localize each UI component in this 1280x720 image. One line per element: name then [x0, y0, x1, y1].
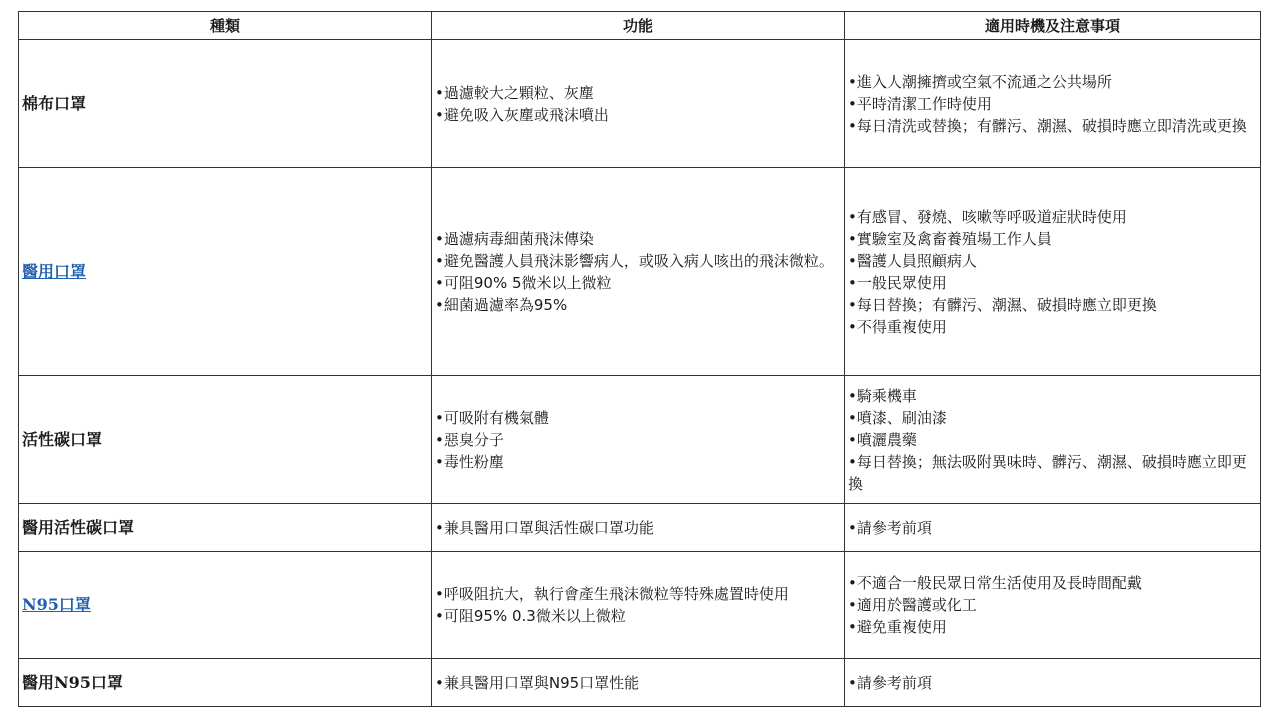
function-item: • 惡臭分子: [435, 429, 841, 451]
usage-notes-list: [848, 71, 1257, 137]
function-list: [435, 583, 841, 627]
function-item: • 兼具醫用口罩與活性碳口罩功能: [435, 517, 841, 539]
usage-notes-cell: [845, 552, 1261, 659]
mask-kind-label: 醫用活性碳口罩: [22, 517, 135, 537]
mask-kind-cell: [19, 376, 432, 504]
usage-notes-cell: [845, 659, 1261, 707]
function-list: [435, 407, 841, 473]
usage-note-item: • 騎乘機車: [848, 385, 1257, 407]
table-row: [19, 168, 1261, 376]
header-function: 功能: [432, 12, 845, 40]
table-header-row: [19, 12, 1261, 40]
usage-note-item: • 每日清洗或替換；有髒污、潮濕、破損時應立即清洗或更換: [848, 115, 1257, 137]
function-item: • 可阻95% 0.3微米以上微粒: [435, 605, 841, 627]
function-item: • 毒性粉塵: [435, 451, 841, 473]
usage-note-item: • 請參考前項: [848, 517, 1257, 539]
function-cell: [432, 168, 845, 376]
function-cell: [432, 659, 845, 707]
function-item: • 兼具醫用口罩與N95口罩性能: [435, 672, 841, 694]
usage-note-item: • 每日替換；有髒污、潮濕、破損時應立即更換: [848, 294, 1257, 316]
usage-notes-cell: [845, 504, 1261, 552]
mask-kind-label: 活性碳口罩: [22, 429, 103, 449]
mask-kind-cell: [19, 40, 432, 168]
usage-note-item: • 噴漆、刷油漆: [848, 407, 1257, 429]
usage-notes-list: [848, 572, 1257, 638]
function-cell: [432, 376, 845, 504]
mask-kind-link[interactable]: N95口罩: [22, 595, 91, 614]
function-item: • 可吸附有機氣體: [435, 407, 841, 429]
function-cell: [432, 504, 845, 552]
usage-notes-list: [848, 206, 1257, 338]
mask-kind-label: 醫用N95口罩: [22, 672, 123, 692]
usage-note-item: • 一般民眾使用: [848, 272, 1257, 294]
usage-notes-list: [848, 672, 1257, 694]
usage-note-item: • 實驗室及禽畜養殖場工作人員: [848, 228, 1257, 250]
usage-note-item: • 平時清潔工作時使用: [848, 93, 1257, 115]
function-list: [435, 228, 841, 316]
table-row: [19, 552, 1261, 659]
usage-notes-cell: [845, 40, 1261, 168]
usage-notes-cell: [845, 168, 1261, 376]
usage-note-item: • 避免重複使用: [848, 616, 1257, 638]
function-list: [435, 82, 841, 126]
usage-note-item: • 噴灑農藥: [848, 429, 1257, 451]
usage-note-item: • 適用於醫護或化工: [848, 594, 1257, 616]
table-row: [19, 659, 1261, 707]
function-item: • 過濾較大之顆粒、灰塵: [435, 82, 841, 104]
function-cell: [432, 40, 845, 168]
table-row: [19, 376, 1261, 504]
mask-kind-link[interactable]: 醫用口罩: [22, 261, 87, 281]
usage-note-item: • 有感冒、發燒、咳嗽等呼吸道症狀時使用: [848, 206, 1257, 228]
mask-comparison-table: [18, 11, 1261, 707]
function-item: • 可阻90% 5微米以上微粒: [435, 272, 841, 294]
usage-note-item: • 醫護人員照顧病人: [848, 250, 1257, 272]
function-item: • 避免醫護人員飛沫影響病人，或吸入病人咳出的飛沫微粒。: [435, 250, 841, 272]
header-usage-notes: 適用時機及注意事項: [845, 12, 1261, 40]
mask-kind-label: 棉布口罩: [22, 93, 87, 113]
usage-notes-list: [848, 517, 1257, 539]
mask-kind-cell[interactable]: [19, 552, 432, 659]
usage-notes-cell: [845, 376, 1261, 504]
table-row: [19, 504, 1261, 552]
usage-note-item: • 進入人潮擁擠或空氣不流通之公共場所: [848, 71, 1257, 93]
function-item: • 呼吸阻抗大，執行會產生飛沫微粒等特殊處置時使用: [435, 583, 841, 605]
function-list: [435, 517, 841, 539]
function-item: • 過濾病毒細菌飛沫傳染: [435, 228, 841, 250]
function-cell: [432, 552, 845, 659]
function-item: • 細菌過濾率為95%: [435, 294, 841, 316]
function-list: [435, 672, 841, 694]
mask-kind-cell: [19, 504, 432, 552]
mask-comparison-table-wrapper: [18, 11, 1260, 707]
usage-note-item: • 不得重複使用: [848, 316, 1257, 338]
table-row: [19, 40, 1261, 168]
mask-kind-cell: [19, 659, 432, 707]
function-item: • 避免吸入灰塵或飛沫噴出: [435, 104, 841, 126]
usage-note-item: • 每日替換；無法吸附異味時、髒污、潮濕、破損時應立即更換: [848, 451, 1257, 495]
mask-kind-cell[interactable]: [19, 168, 432, 376]
usage-note-item: • 請參考前項: [848, 672, 1257, 694]
usage-note-item: • 不適合一般民眾日常生活使用及長時間配戴: [848, 572, 1257, 594]
usage-notes-list: [848, 385, 1257, 495]
header-kind: 種類: [19, 12, 432, 40]
